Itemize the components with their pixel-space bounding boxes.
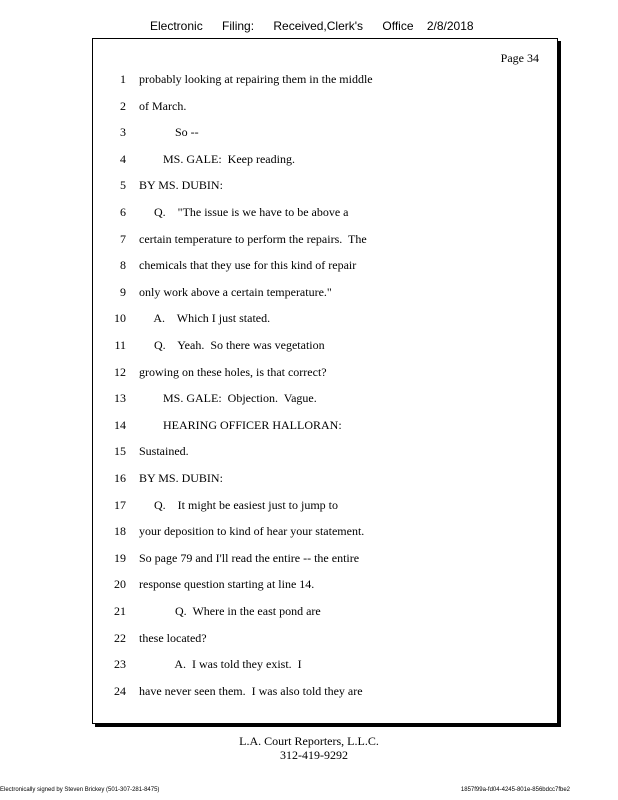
transcript-line	[93, 497, 557, 524]
line-text: Sustained.	[139, 444, 189, 459]
line-number: 10	[114, 311, 126, 326]
line-number: 19	[114, 550, 126, 565]
transcript-line	[93, 523, 557, 550]
line-text: Q. Yeah. So there was vegetation	[139, 338, 325, 352]
transcript-line	[93, 603, 557, 630]
line-number: 2	[120, 98, 126, 113]
line-text: MS. GALE: Objection. Vague.	[139, 391, 317, 406]
line-text: Q. Where in the east pond are	[139, 604, 321, 618]
line-text: these located?	[139, 630, 207, 645]
transcript-line	[93, 470, 557, 497]
line-number: 16	[114, 471, 126, 485]
line-number: 18	[114, 524, 126, 539]
transcript-line	[93, 310, 557, 337]
line-text: of March.	[139, 98, 187, 113]
transcript-line	[93, 390, 557, 417]
transcript-line	[93, 550, 557, 577]
line-number: 24	[114, 683, 126, 698]
transcript-line	[93, 630, 557, 657]
line-text: your deposition to kind of hear your statement.	[139, 524, 365, 539]
line-text: So --	[139, 125, 199, 140]
line-text: only work above a certain temperature."	[139, 284, 332, 299]
transcript-line	[93, 683, 557, 710]
line-number: 7	[120, 231, 126, 246]
document-hash: 1857f99a-fd04-4245-801e-856bdcc7fbe2	[460, 787, 570, 793]
electronic-signature: Electronically signed by Steven Brickey (501-307-281-8475)	[0, 787, 160, 793]
transcript-line	[93, 337, 557, 364]
line-number: 8	[120, 258, 126, 273]
transcript-line	[93, 231, 557, 258]
reporter-name: L.A. Court Reporters, L.L.C.	[239, 734, 379, 748]
line-number: 21	[114, 604, 126, 618]
transcript-line	[93, 417, 557, 444]
line-number: 3	[120, 125, 126, 140]
filing-stamp-date: 2/8/2018	[426, 19, 474, 33]
line-number: 15	[114, 444, 126, 459]
transcript-page	[92, 38, 558, 724]
line-number: 22	[114, 630, 126, 645]
line-number: 6	[120, 205, 126, 219]
transcript-line	[93, 257, 557, 284]
line-text: So page 79 and I'll read the entire -- the entire	[139, 550, 360, 565]
transcript-line	[93, 656, 557, 683]
line-number: 5	[120, 178, 126, 193]
line-text: HEARING OFFICER HALLORAN:	[139, 417, 342, 432]
filing-stamp-word: Received,Clerk's	[273, 19, 364, 33]
reporter-phone: 312-419-9292	[280, 748, 348, 762]
filing-stamp-header	[150, 19, 488, 33]
line-text: certain temperature to perform the repairs. The	[139, 231, 367, 246]
line-text: BY MS. DUBIN:	[139, 471, 223, 485]
transcript-line	[93, 151, 557, 178]
transcript-line	[93, 443, 557, 470]
line-text: have never seen them. I was also told they are	[139, 683, 363, 698]
line-number: 11	[114, 338, 126, 352]
line-number: 4	[120, 151, 126, 166]
filing-stamp-word: Office	[382, 19, 414, 33]
line-number: 17	[114, 497, 126, 512]
line-text: chemicals that they use for this kind of repair	[139, 258, 357, 273]
filing-stamp-word: Filing:	[222, 19, 255, 33]
transcript-line	[93, 98, 557, 125]
filing-stamp-word: Electronic	[150, 19, 203, 33]
transcript-line	[93, 364, 557, 391]
line-text: response question starting at line 14.	[139, 577, 315, 592]
line-text: MS. GALE: Keep reading.	[139, 151, 295, 166]
line-number: 20	[114, 577, 126, 592]
line-text: probably looking at repairing them in the middle	[139, 72, 373, 86]
line-text: Q. It might be easiest just to jump to	[139, 497, 338, 512]
transcript-line	[93, 284, 557, 311]
page-number: Page 34	[500, 51, 539, 65]
line-number: 12	[114, 364, 126, 379]
line-number: 13	[114, 391, 126, 406]
line-number: 23	[114, 657, 126, 672]
transcript-line	[93, 124, 557, 151]
transcript-line	[93, 71, 557, 98]
line-number: 1	[120, 72, 126, 86]
line-number: 9	[120, 284, 126, 299]
line-text: A. Which I just stated.	[139, 311, 271, 326]
line-text: A. I was told they exist. I	[139, 657, 302, 672]
line-text: growing on these holes, is that correct?	[139, 364, 327, 379]
transcript-line	[93, 177, 557, 204]
transcript-line	[93, 204, 557, 231]
transcript-line	[93, 576, 557, 603]
line-text: Q. "The issue is we have to be above a	[139, 205, 349, 219]
line-number: 14	[114, 417, 126, 432]
line-text: BY MS. DUBIN:	[139, 178, 223, 193]
